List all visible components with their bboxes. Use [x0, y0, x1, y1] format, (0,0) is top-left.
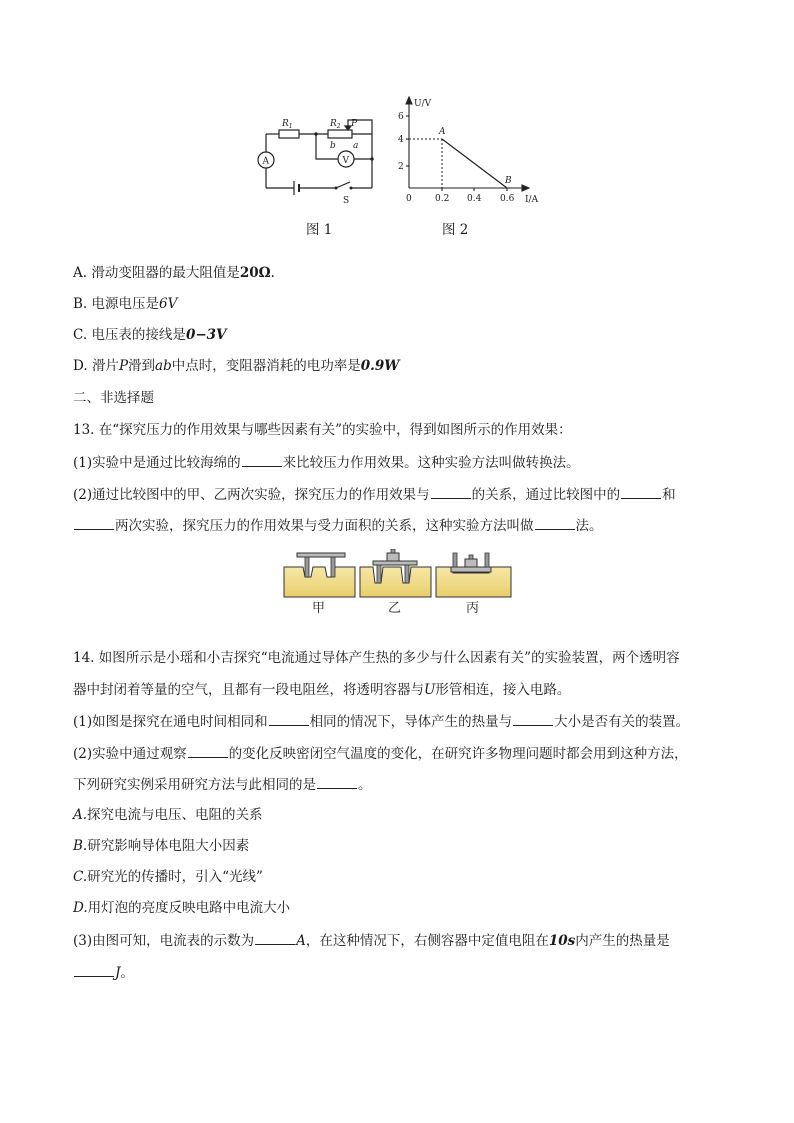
- svg-text:R1: $R_1$: [282, 119, 293, 130]
- slider-p-label: P: [351, 119, 358, 129]
- option-b: B. 电源电压是6V: [73, 296, 178, 312]
- label-yi: 乙: [388, 601, 402, 616]
- q14-option-d: D.用灯泡的亮度反映电路中电流大小: [73, 900, 291, 916]
- option-a: A. 滑动变阻器的最大阻值是20Ω.: [73, 265, 275, 281]
- q13-part1: (1)实验中是通过比较海绵的 来比较压力作用效果。这种实验方法叫做转换法。: [73, 452, 580, 473]
- terminal-a-label: a: [353, 141, 359, 151]
- point-a-label: A: [439, 127, 446, 137]
- sponge-yi: [360, 549, 431, 597]
- label-jia: 甲: [312, 601, 326, 616]
- answer-blank[interactable]: [317, 774, 357, 789]
- svg-text:R2: $R_2$: [330, 119, 341, 130]
- x-tick-0.4: 0.4: [467, 194, 482, 204]
- q14-part2: (2)实验中通过观察 的变化反映密闭空气温度的变化，在研究许多物理问题时都会用到这种方法，: [73, 743, 688, 764]
- x-tick-0.6: 0.6: [500, 194, 515, 204]
- resistor-r1-icon: [279, 130, 299, 138]
- rheostat-r2-icon: [328, 130, 352, 138]
- y-axis-label: U/V: [414, 99, 432, 109]
- answer-blank[interactable]: [74, 515, 114, 530]
- y-tick-6: 6: [398, 112, 404, 122]
- answer-blank[interactable]: [513, 711, 553, 726]
- switch-icon: [336, 182, 350, 188]
- circuit-diagram-figure: [250, 106, 385, 208]
- voltmeter-label: V: [342, 156, 349, 166]
- q13-stem: 13. 在“探究压力的作用效果与哪些因素有关”的实验中，得到如图所示的作用效果：: [73, 422, 572, 438]
- figure-1-caption: 图 1: [306, 222, 333, 238]
- answer-blank[interactable]: [535, 515, 575, 530]
- point-b-label: B: [505, 176, 512, 186]
- answer-blank[interactable]: [269, 711, 309, 726]
- answer-blank[interactable]: [74, 962, 114, 977]
- q14-part1: (1)如图是探究在通电时间相同和 相同的情况下，导体产生的热量与 大小是否有关的装置。: [73, 711, 689, 732]
- q14-stem-2: 器中封闭着等量的空气，且都有一段电阻丝，将透明容器与U形管相连，接入电路。: [73, 682, 571, 698]
- option-c: C. 电压表的接线是0−3V: [73, 327, 227, 343]
- option-d: D. 滑片P滑到ab中点时，变阻器消耗的电功率是0.9W: [73, 358, 400, 374]
- figure-2-caption: 图 2: [442, 222, 469, 238]
- q14-part3-cont: J。: [73, 962, 134, 983]
- graph-line-ab: [442, 139, 507, 188]
- q14-part2-cont: 下列研究实例采用研究方法与此相同的是 。: [73, 774, 372, 795]
- label-bing: 丙: [466, 601, 480, 616]
- answer-blank[interactable]: [255, 930, 295, 945]
- y-tick-2: 2: [398, 162, 404, 172]
- sponge-bing: [436, 553, 511, 597]
- terminal-b-label: b: [330, 141, 336, 151]
- ammeter-label: A: [262, 156, 269, 167]
- r1-label: R: [282, 119, 289, 129]
- x-tick-0: 0: [406, 194, 412, 204]
- q14-part3: (3)由图可知，电流表的示数为 A，在这种情况下，右侧容器中定值电阻在10s内产生的热量是: [73, 930, 670, 951]
- answer-blank[interactable]: [431, 484, 471, 499]
- switch-label: S: [343, 196, 350, 206]
- x-axis-label: I/A: [525, 195, 539, 205]
- sponge-experiment-figure: [281, 549, 514, 617]
- section-title: 二、非选择题: [73, 390, 154, 406]
- r2-label: R: [330, 119, 337, 129]
- q14-option-a: A.探究电流与电压、电阻的关系: [73, 807, 263, 823]
- u-i-graph-figure: [394, 94, 544, 209]
- x-tick-0.2: 0.2: [435, 194, 450, 204]
- answer-blank[interactable]: [188, 743, 228, 758]
- answer-blank[interactable]: [621, 484, 661, 499]
- q13-part2-cont: 两次实验，探究压力的作用效果与受力面积的关系，这种实验方法叫做 法。: [73, 515, 603, 536]
- y-tick-4: 4: [398, 135, 404, 145]
- q14-option-b: B.研究影响导体电阻大小因素: [73, 838, 250, 854]
- q14-stem-1: 14. 如图所示是小瑶和小吉探究“电流通过导体产生热的多少与什么因素有关”的实验装置，两个透明容: [73, 650, 680, 666]
- q13-part2: (2)通过比较图中的甲、乙两次实验，探究压力的作用效果与 的关系，通过比较图中的 和: [73, 484, 676, 505]
- q14-option-c: C.研究光的传播时，引入“光线”: [73, 869, 263, 885]
- answer-blank[interactable]: [242, 452, 282, 467]
- sponge-jia: [284, 553, 355, 597]
